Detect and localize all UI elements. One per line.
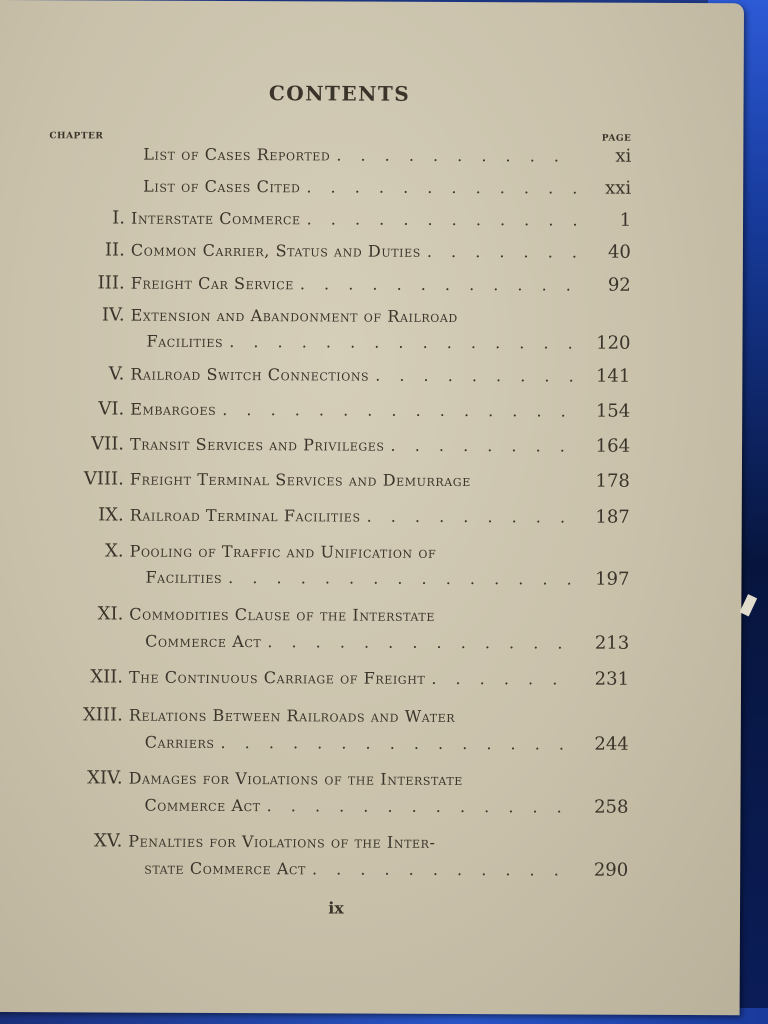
- entry-title-continuation: Facilities: [145, 567, 223, 587]
- leader-dots: [375, 366, 576, 386]
- entry-title: The Continuous Carriage of Freight: [129, 667, 426, 688]
- entry-title: Interstate Commerce: [131, 208, 301, 229]
- leader-dots: [307, 209, 577, 229]
- leader-dots: [427, 242, 577, 262]
- entry-title: Transit Services and Privileges: [130, 434, 385, 455]
- leader-dots: [336, 145, 577, 165]
- chapter-number: VII.: [91, 433, 125, 455]
- entry-title: Commodities Clause of the Interstate: [129, 604, 436, 625]
- toc-entry: [49, 304, 631, 333]
- entry-page: 244: [594, 733, 629, 755]
- toc-entry-continuation: [48, 330, 630, 359]
- chapter-number: XII.: [90, 666, 124, 688]
- leader-dots: [267, 796, 575, 816]
- entry-title: Railroad Terminal Facilities: [129, 505, 361, 526]
- chapter-number: V.: [108, 363, 125, 385]
- toc-entry: [49, 175, 631, 204]
- entry-title: Freight Terminal Services and Demurrage: [129, 469, 471, 491]
- entry-title: Extension and Abandonment of Railroad: [130, 305, 458, 327]
- toc-entry: [46, 830, 628, 859]
- toc-entry-continuation: [47, 630, 629, 659]
- chapter-number: X.: [105, 540, 124, 562]
- toc-entry: [48, 398, 630, 427]
- toc-entry: [48, 540, 630, 569]
- contents-area: [46, 0, 650, 1015]
- entry-title: List of Cases Reported: [143, 144, 331, 165]
- chapter-number: II.: [104, 239, 125, 261]
- toc-entry-continuation: [46, 857, 628, 886]
- entry-page: 40: [607, 241, 631, 263]
- entry-title-continuation: Commerce Act: [144, 795, 261, 816]
- entry-page: xxi: [605, 177, 632, 199]
- leader-dots: [306, 177, 577, 197]
- leader-dots: [300, 274, 577, 294]
- entry-page: 154: [595, 400, 631, 422]
- entry-page: 258: [594, 796, 629, 818]
- entry-title: Damages for Violations of the Interstate: [128, 768, 463, 790]
- toc-entry: [49, 239, 631, 268]
- leader-dots: [267, 632, 575, 652]
- chapter-number: XV.: [93, 830, 123, 852]
- leader-dots: [220, 733, 574, 754]
- toc-entry: [48, 504, 630, 533]
- entry-title: Relations Between Railroads and Water: [128, 705, 456, 726]
- toc-entry: [49, 143, 631, 172]
- toc-entry: [48, 468, 630, 497]
- page-number: ix: [328, 898, 344, 918]
- entry-page: 178: [595, 470, 630, 492]
- entry-title: Penalties for Violations of the Inter-: [128, 831, 436, 852]
- chapter-number: XI.: [97, 603, 124, 625]
- entry-title-continuation: state Commerce Act: [144, 858, 307, 879]
- entry-page: 141: [595, 365, 631, 387]
- toc-entry: [48, 433, 630, 462]
- entry-page: 92: [607, 274, 631, 296]
- leader-dots: [431, 669, 575, 689]
- leader-dots: [367, 507, 576, 527]
- page-title: CONTENTS: [268, 81, 411, 106]
- entry-page: xi: [615, 145, 632, 167]
- toc-entry: [47, 704, 629, 733]
- toc-entry: [49, 207, 631, 236]
- toc-entry: [47, 767, 629, 796]
- chapter-column-label: CHAPTER: [49, 131, 104, 142]
- entry-page: 290: [593, 859, 629, 881]
- entry-title: List of Cases Cited: [143, 176, 301, 197]
- toc-entry: [47, 666, 629, 695]
- leader-dots: [312, 859, 574, 879]
- entry-page: 1: [619, 209, 632, 231]
- chapter-number: XIV.: [87, 767, 123, 789]
- leader-dots: [391, 436, 577, 456]
- entry-title-continuation: Facilities: [146, 331, 224, 351]
- entry-page: 164: [595, 435, 631, 457]
- chapter-number: VIII.: [83, 468, 124, 490]
- chapter-number: XIII.: [82, 704, 123, 726]
- toc-entry-continuation: [46, 794, 628, 823]
- chapter-number: I.: [112, 207, 126, 229]
- entry-title-continuation: Carriers: [144, 732, 215, 752]
- entry-title-continuation: Commerce Act: [145, 631, 262, 652]
- leader-dots: [222, 400, 576, 421]
- chapter-number: IV.: [101, 304, 125, 326]
- leader-dots: [228, 568, 575, 589]
- chapter-number: IX.: [98, 504, 124, 526]
- entry-title: Common Carrier, Status and Duties: [130, 240, 421, 261]
- toc-entry: [47, 603, 629, 632]
- toc-entry: [48, 363, 630, 392]
- chapter-number: VI.: [98, 398, 125, 420]
- entry-title: Freight Car Service: [130, 273, 294, 294]
- page-column-label: PAGE: [601, 133, 632, 144]
- entry-page: 231: [594, 668, 630, 690]
- chapter-number: III.: [97, 272, 125, 294]
- entry-page: 213: [594, 632, 630, 654]
- entry-title: Pooling of Traffic and Unification of: [129, 541, 437, 562]
- entry-page: 187: [595, 506, 630, 528]
- toc-entry-continuation: [47, 731, 629, 760]
- entry-page: 120: [596, 332, 631, 354]
- entry-page: 197: [595, 568, 630, 590]
- leader-dots: [229, 332, 576, 353]
- entry-title: Railroad Switch Connections: [130, 364, 370, 385]
- entry-title: Embargoes: [130, 399, 217, 419]
- toc-entry-continuation: [47, 566, 629, 595]
- toc-entry: [49, 272, 631, 301]
